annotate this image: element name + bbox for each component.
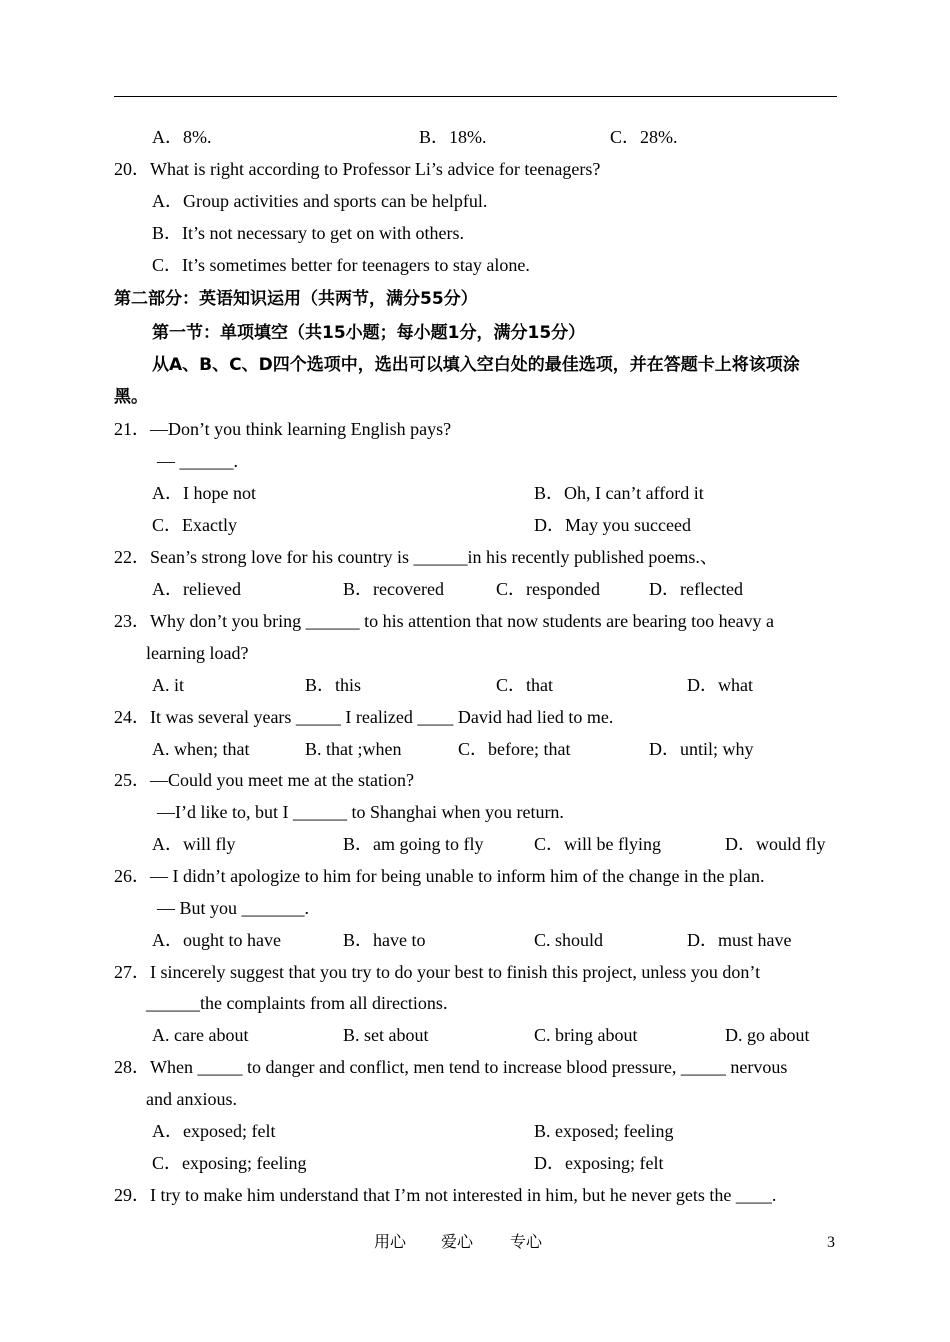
q22-stem: 22．Sean’s strong love for his country is ______in his recently published poems.、 <box>114 547 718 567</box>
q24-option-b: B. that ;when <box>305 739 402 759</box>
q25-option-a: A．will fly <box>152 834 236 854</box>
q22-option-b: B．recovered <box>343 579 444 599</box>
q24-option-c: C．before; that <box>458 739 571 759</box>
q28-option-d: D．exposing; felt <box>534 1153 664 1173</box>
q19-option-a: A．8%. <box>152 127 212 147</box>
q23-option-d: D．what <box>687 675 753 695</box>
q19-option-b: B．18%. <box>419 127 487 147</box>
q26-option-c: C. should <box>534 930 604 950</box>
q22-option-c: C．responded <box>496 579 600 599</box>
q21-stem: 21．—Don’t you think learning English pays? <box>114 419 452 439</box>
q27-option-b: B. set about <box>343 1025 429 1045</box>
q25-option-b: B．am going to fly <box>343 834 484 854</box>
q27-option-a: A. care about <box>152 1025 249 1045</box>
q28-stem-cont: and anxious. <box>146 1089 237 1109</box>
q28-option-b: B. exposed; feeling <box>534 1121 674 1141</box>
q21-reply: — ______. <box>157 451 238 471</box>
part1-title: 第一节：单项填空（共15小题；每小题1分，满分15分） <box>152 323 586 343</box>
footer-motto-1: 用心 <box>374 1234 407 1251</box>
q27-option-d: D. go about <box>725 1025 810 1045</box>
q25-stem: 25．—Could you meet me at the station? <box>114 770 414 790</box>
q28-stem: 28．When _____ to danger and conflict, men tend to increase blood pressure, _____ nervous <box>114 1057 788 1077</box>
q24-option-d: D．until; why <box>649 739 754 759</box>
q21-option-d: D．May you succeed <box>534 515 691 535</box>
q27-option-c: C. bring about <box>534 1025 638 1045</box>
q28-option-c: C．exposing; feeling <box>152 1153 307 1173</box>
q25-reply: —I’d like to, but I ______ to Shanghai when you return. <box>157 802 564 822</box>
q26-reply: — But you _______. <box>157 898 310 918</box>
q27-stem-cont: ______the complaints from all directions. <box>146 993 448 1013</box>
q24-option-a: A. when; that <box>152 739 250 759</box>
q22-option-a: A．relieved <box>152 579 241 599</box>
q25-option-c: C．will be flying <box>534 834 661 854</box>
q21-option-a: A．I hope not <box>152 483 256 503</box>
q20-stem: 20．What is right according to Professor Li’s advice for teenagers? <box>114 159 601 179</box>
instruction-line1: 从A、B、C、D四个选项中，选出可以填入空白处的最佳选项，并在答题卡上将该项涂 <box>152 355 800 375</box>
q23-stem: 23．Why don’t you bring ______ to his attention that now students are bearing too heavy a <box>114 611 775 631</box>
q23-option-c: C．that <box>496 675 553 695</box>
section2-title: 第二部分：英语知识运用（共两节，满分55分） <box>114 289 478 309</box>
q25-option-d: D．would fly <box>725 834 826 854</box>
q24-stem: 24．It was several years _____ I realized ____ David had lied to me. <box>114 707 614 727</box>
q23-stem-cont: learning load? <box>146 643 249 663</box>
q22-option-d: D．reflected <box>649 579 743 599</box>
q23-option-b: B．this <box>305 675 362 695</box>
q23-option-a: A. it <box>152 675 185 695</box>
q20-option-b: B．It’s not necessary to get on with others. <box>152 223 464 243</box>
q20-option-a: A．Group activities and sports can be helpful. <box>152 191 488 211</box>
q26-option-d: D．must have <box>687 930 792 950</box>
q27-stem: 27．I sincerely suggest that you try to do your best to finish this project, unless you don’t <box>114 962 761 982</box>
footer-motto-2: 爱心 <box>441 1234 474 1251</box>
q26-option-b: B．have to <box>343 930 426 950</box>
q21-option-b: B．Oh, I can’t afford it <box>534 483 704 503</box>
page-number: 3 <box>827 1234 835 1251</box>
q21-option-c: C．Exactly <box>152 515 237 535</box>
q20-option-c: C．It’s sometimes better for teenagers to stay alone. <box>152 255 530 275</box>
q19-option-c: C．28%. <box>610 127 678 147</box>
q29-stem: 29．I try to make him understand that I’m not interested in him, but he never gets the ____. <box>114 1185 777 1205</box>
instruction-line2: 黑。 <box>114 387 148 407</box>
header-rule <box>114 96 837 97</box>
q26-stem: 26．— I didn’t apologize to him for being unable to inform him of the change in the plan. <box>114 866 765 886</box>
footer-motto-3: 专心 <box>510 1234 543 1251</box>
q28-option-a: A．exposed; felt <box>152 1121 276 1141</box>
q26-option-a: A．ought to have <box>152 930 281 950</box>
